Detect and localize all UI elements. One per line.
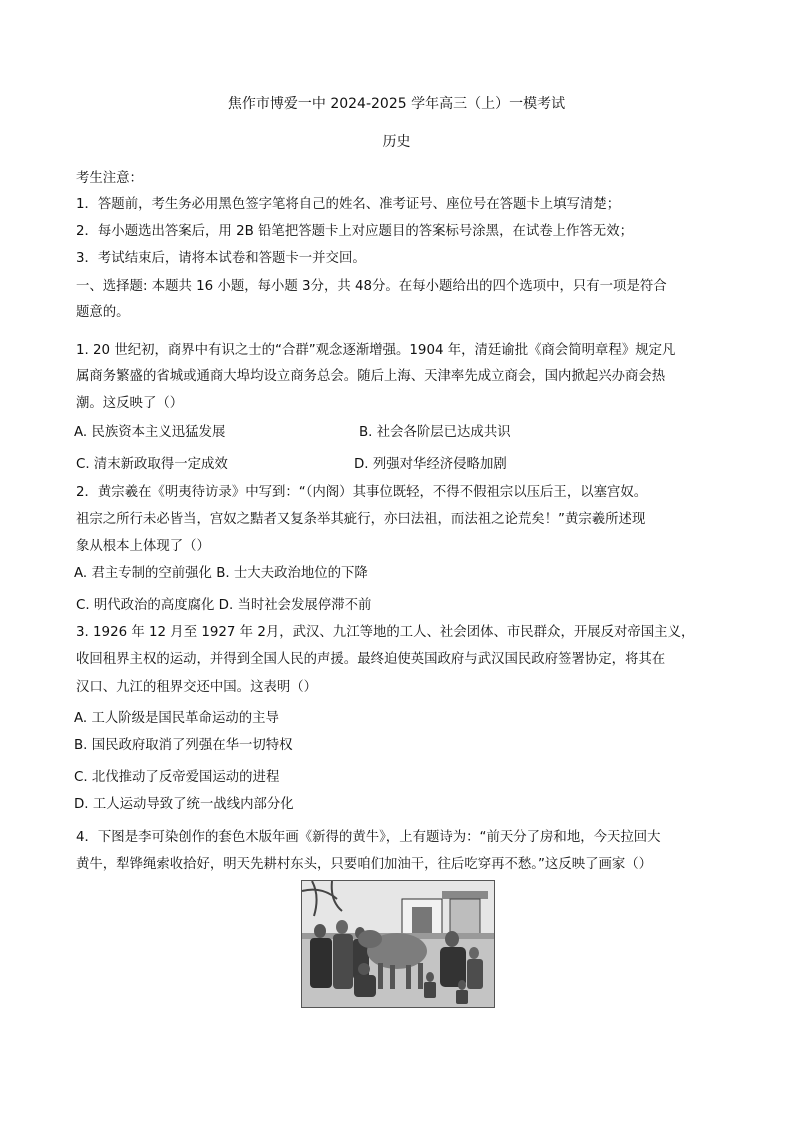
question-1-text: 属商务繁盛的省城或通商大埠均设立商务总会。随后上海、天津率先成立商会，国内掀起兴办商会热	[76, 369, 666, 384]
question-3-option-c[interactable]: C. 北伐推动了反帝爱国运动的进程	[74, 770, 280, 785]
question-3-option-b[interactable]: B. 国民政府取消了列强在华一切特权	[74, 738, 293, 753]
question-1-text: 潮。这反映了（）	[76, 396, 184, 411]
question-3-text: 3. 1926 年 12 月至 1927 年 2月，武汉、九江等地的工人、社会团体、市民群众，开展反对帝国主义，	[76, 625, 695, 640]
section-heading-cont: 题意的。	[76, 305, 130, 320]
question-3-option-a[interactable]: A. 工人阶级是国民革命运动的主导	[74, 711, 279, 726]
question-2-text: 2．黄宗羲在《明夷待访录》中写到：“（内阁）其事位既轻，不得不假祖宗以压后王，以塞宫奴。	[76, 485, 648, 500]
notice-heading: 考生注意：	[76, 171, 143, 186]
question-1-option-b[interactable]: B. 社会各阶层已达成共识	[359, 425, 511, 440]
notice-item: 2．每小题选出答案后，用 2B 铅笔把答题卡上对应题目的答案标号涂黑，在试卷上作答无效；	[76, 224, 633, 239]
subject-title: 历史	[382, 134, 411, 150]
question-2-options-cd[interactable]: C. 明代政治的高度腐化 D. 当时社会发展停滞不前	[76, 598, 372, 613]
question-1-text: 1. 20 世纪初，商界中有识之士的“合群”观念逐渐增强。1904 年，清廷谕批《商会简明章程》规定凡	[76, 343, 676, 358]
question-2-text: 象从根本上体现了（）	[76, 539, 210, 554]
question-2-options-ab[interactable]: A. 君主专制的空前强化 B. 士大夫政治地位的下降	[74, 566, 368, 581]
question-4-text: 4．下图是李可染创作的套色木版年画《新得的黄牛》，上有题诗为：“前天分了房和地，今天拉回大	[76, 830, 661, 845]
exam-title: 焦作市博爱一中 2024-2025 学年高三（上）一模考试	[227, 96, 566, 112]
question-4-text: 黄牛，犁铧绳索收拾好，明天先耕村东头，只要咱们加油干，往后吃穿再不愁。”这反映了画家（）	[76, 857, 653, 872]
question-1-option-d[interactable]: D. 列强对华经济侵略加剧	[354, 457, 507, 472]
section-heading: 一、选择题: 本题共 16 小题，每小题 3分，共 48分。在每小题给出的四个选项中，只有一项是符合	[76, 279, 667, 294]
notice-item: 1．答题前，考生务必用黑色签字笔将自己的姓名、准考证号、座位号在答题卡上填写清楚；	[76, 197, 621, 212]
woodblock-print-image	[301, 880, 495, 1008]
question-2-text: 祖宗之所行未必皆当，宫奴之黠者又复条举其疵行，亦曰法祖，而法祖之论荒矣！”黄宗羲所述现	[76, 512, 646, 527]
question-3-text: 汉口、九江的租界交还中国。这表明（）	[76, 680, 318, 695]
question-3-option-d[interactable]: D. 工人运动导致了统一战线内部分化	[74, 797, 294, 812]
question-1-option-c[interactable]: C. 清末新政取得一定成效	[76, 457, 228, 472]
notice-item: 3．考试结束后，请将本试卷和答题卡一并交回。	[76, 251, 366, 266]
question-3-text: 收回租界主权的运动，并得到全国人民的声援。最终迫使英国政府与武汉国民政府签署协定，将其在	[76, 652, 666, 667]
question-1-option-a[interactable]: A. 民族资本主义迅猛发展	[74, 425, 226, 440]
